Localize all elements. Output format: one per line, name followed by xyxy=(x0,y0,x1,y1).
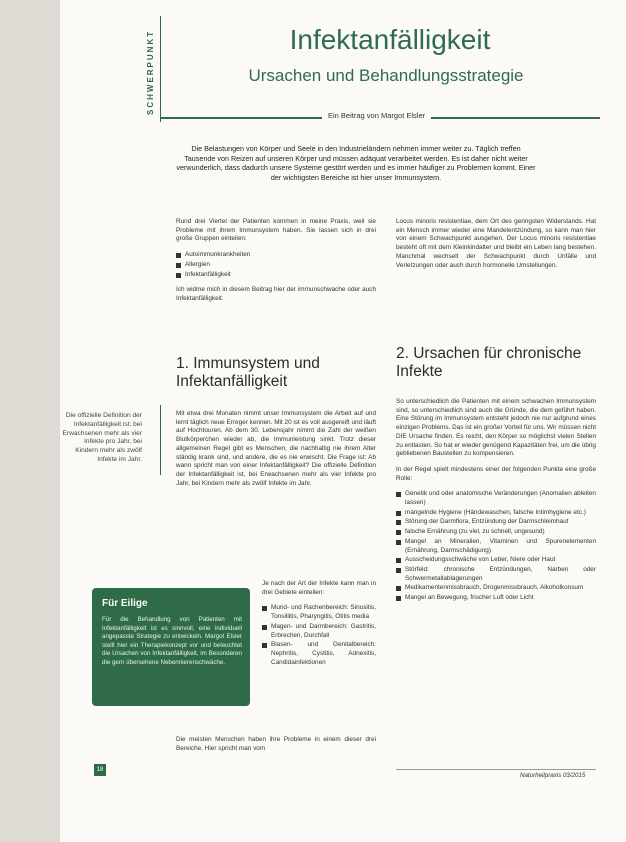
pull-quote: Die offizielle Definition der Infektanfälligkeit ist: bei Erwachsenen mehr als vier Infekte pro Jahr, bei Kindern mehr als zwölf Infekte im Jahr. xyxy=(62,412,142,463)
scan-margin xyxy=(0,0,60,842)
paragraph: Die meisten Menschen haben ihre Probleme in einem dieser drei Bereiche. Hier spricht man vom xyxy=(176,736,376,752)
paragraph: So unterschiedlich die Patienten mit einem schwachen Immunsystem sind, so unterschiedlich sind auch die Gründe, die dem geführt haben. Eine Störung im Immunsystem entsteht jedoch nie nur aufgrund eines einzigen Problems. Das ist ein großer Vorteil für uns. Wir müssen nicht DIE Ursache finden. Es reicht, den Körper so möglichst vielen Stellen zu entlasten. So hat er wieder genügend Kapazitäten frei, um die übrig gebliebenen Baustellen zu kompensieren. xyxy=(396,398,596,458)
column-1-top xyxy=(176,218,376,311)
list-item: mangelnde Hygiene (Händewaschen, falsche Intimhygiene etc.) xyxy=(396,509,596,518)
column-2-body xyxy=(396,398,596,610)
footer-citation: Naturheilpraxis 03/2015 xyxy=(520,772,586,779)
column-1-bottom xyxy=(176,736,376,760)
cause-list xyxy=(396,490,596,602)
byline: Ein Beitrag von Margot Elsler xyxy=(322,111,431,120)
list-item: Genetik und oder anatomische Veränderungen (Anomalien ableiten lassen) xyxy=(396,490,596,507)
column-2-top xyxy=(396,218,596,277)
section-heading-1: 1. Immunsystem und Infektanfälligkeit xyxy=(176,355,320,390)
paragraph: In der Regel spielt mindestens einer der folgenden Punkte eine große Rolle: xyxy=(396,465,596,482)
paragraph: Ich widme mich in diesem Beitrag hier der immunschwache oder auch Infektanfälligkeit. xyxy=(176,286,376,302)
section-rule xyxy=(160,16,161,122)
list-item: Allergien xyxy=(176,261,376,270)
summary-box-title: Für Eilige xyxy=(102,598,148,609)
list-item: Ausscheidungsschwäche von Leber, Niere oder Haut xyxy=(396,556,596,565)
page-number: 18 xyxy=(94,764,106,776)
list-item: falsche Ernährung (zu viel, zu schnell, ungesund) xyxy=(396,528,596,537)
page-subtitle: Ursachen und Behandlungsstrategie xyxy=(248,66,524,85)
summary-box xyxy=(92,588,250,706)
list-item: Mangel an Bewegung, frischer Luft oder Licht xyxy=(396,594,596,603)
paragraph: Je nach der Art der Infekte kann man in drei Gebiete einteilen: xyxy=(262,580,376,596)
list-item: Medikamentenmissbrauch, Drogenmissbrauch, Alkoholkonsum xyxy=(396,584,596,593)
column-1-body xyxy=(176,410,376,495)
summary-box-text: Für die Behandlung von Patienten mit Infektanfälligkeit ist es sinnvoll, eine individuell angepasste Strategie zu entwickeln. Margot Elsler stellt hier ein Therapiekonzept vor und beleuchtet die Ursachen von Infektanfälligkeit, im Besonderen die gern übersehene Nebennierenschwäche. xyxy=(102,616,242,666)
area-list xyxy=(262,604,376,667)
pull-quote-rule xyxy=(160,405,161,475)
list-item: Störfeld: chronische Entzündungen, Narben oder Schwermetallablagerungen xyxy=(396,566,596,583)
list-item: Blasen- und Genitalbereich: Nephritis, Cystitis, Adnexitis, Candidainfektionen xyxy=(262,641,376,667)
list-item: Mund- und Rachenbereich: Sinusitis, Tonsillitis, Pharyngitis, Otitis media xyxy=(262,604,376,621)
page-title: Infektanfälligkeit xyxy=(289,24,491,55)
footer-rule xyxy=(396,769,596,770)
list-item: Infektanfälligkeit xyxy=(176,271,376,280)
list-item: Störung der Darmflora, Entzündung der Darmschleimhaut xyxy=(396,518,596,527)
paragraph: Locus minoris resistentiae, dem Ort des geringsten Widerstands. Hat ein Mensch immer wieder eine Mandelentzündung, so kann man hier von einem Schwachpunkt ausgehen. Der Locus minoris resistentiae besteht oft mit dem Kleinkindalter und bleibt ein Leben lang bestehen. Manchmal wechselt der Schwachpunkt durch Unfälle und Verletzungen oder auch durch hormonelle Umstellungen. xyxy=(396,218,596,269)
section-label: SCHWERPUNKT xyxy=(146,29,155,115)
intro-paragraph: Die Belastungen von Körper und Seele in den Industrieländern nehmen immer weiter zu. Täglich treffen Tausende von Reizen auf unseren Körper und müssen adäquat verarbeitet werden. Es ist daher nicht weiter verwunderlich, dass dadurch unsere Systeme gestört werden und es immer häufiger zu Problemen kommt. Einer der wichtigsten Bereiche ist hier unser Immunsystem. xyxy=(176,144,536,182)
group-list xyxy=(176,251,376,279)
list-item: Autoimmunkrankheiten xyxy=(176,251,376,260)
paragraph: Mit etwa drei Monaten nimmt unser Immunsystem die Arbeit auf und lernt täglich neue Erreger kennen. Mit 20 ist es voll ausgereift und läuft auf Hochtouren. Ab dem 30. Lebensjahr nimmt die Zahl der weißen Blutkörperchen wieder ab, die Immunleistung sinkt. Trotz dieser allgemeinen Regel gibt es Menschen, die nachhaltig nie ihrem Alter ständig krank sind, und andere, die es nie erwischt. Die Frage ist: Ab wann spricht man von einer Infektanfälligkeit? Die offizielle Definition der Infektanfälligkeit ist, bei Erwachsenen mehr als vier Infekte pro Jahr, bei Kindern mehr als zwölf Infekte im Jahr. xyxy=(176,410,376,487)
list-item: Mangel an Mineralien, Vitaminen und Spurenelementen (Ernährung, Darmschädigung) xyxy=(396,538,596,555)
list-item: Magen- und Darmbereich: Gastritis, Erbrechen, Durchfall xyxy=(262,623,376,640)
column-1-list xyxy=(262,580,376,674)
paragraph: Rund drei Viertel der Patienten kommen in meine Praxis, weil sie Probleme mit ihrem Immunsystem haben. Sie lassen sich in drei große Gruppen einteilen: xyxy=(176,218,376,243)
section-heading-2: 2. Ursachen für chronische Infekte xyxy=(396,345,582,380)
